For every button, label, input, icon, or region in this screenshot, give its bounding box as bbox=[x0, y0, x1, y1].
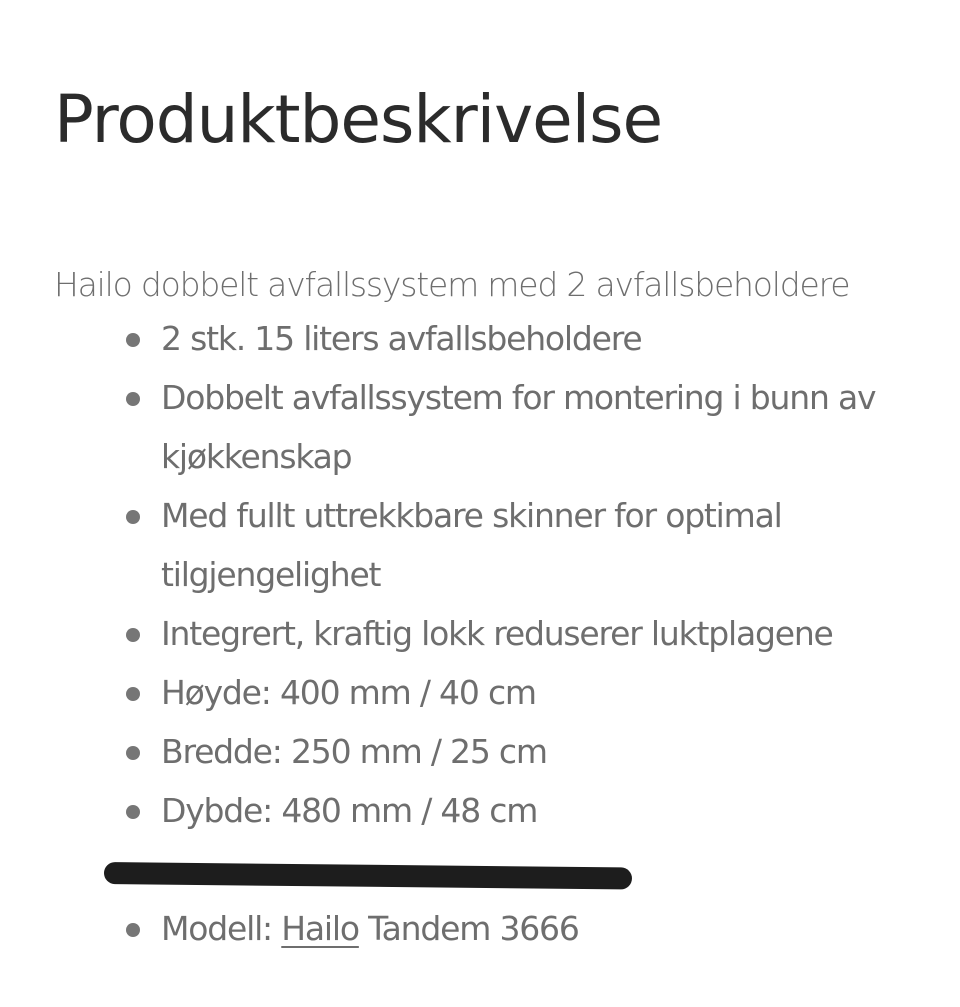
intro-text: Hailo dobbelt avfallssystem med 2 avfallsbeholdere bbox=[54, 265, 850, 304]
page-title: Produktbeskrivelse bbox=[54, 81, 663, 158]
bullet-icon bbox=[126, 687, 140, 701]
feature-text: Med fullt uttrekkbare skinner for optimal tilgjengelighet bbox=[161, 496, 782, 594]
feature-text: Høyde: 400 mm / 40 cm bbox=[161, 673, 536, 712]
model-label: Modell: bbox=[161, 909, 282, 948]
list-item bbox=[120, 486, 920, 604]
bullet-icon bbox=[126, 746, 140, 760]
bullet-icon bbox=[126, 923, 140, 937]
list-item bbox=[120, 663, 920, 722]
model-name: Tandem 3666 bbox=[358, 909, 579, 948]
bullet-icon bbox=[126, 392, 140, 406]
feature-text: Dobbelt avfallssystem for montering i bunn av kjøkkenskap bbox=[161, 378, 876, 476]
bullet-icon bbox=[126, 510, 140, 524]
list-item bbox=[120, 781, 920, 840]
feature-text: 2 stk. 15 liters avfallsbeholdere bbox=[161, 319, 642, 358]
list-item bbox=[120, 309, 920, 368]
bullet-icon bbox=[126, 333, 140, 347]
list-item bbox=[120, 368, 920, 486]
list-item bbox=[120, 604, 920, 663]
feature-text: Dybde: 480 mm / 48 cm bbox=[161, 791, 538, 830]
feature-text: Bredde: 250 mm / 25 cm bbox=[161, 732, 547, 771]
bullet-icon bbox=[126, 628, 140, 642]
feature-list bbox=[120, 309, 920, 958]
list-item-model bbox=[120, 899, 920, 958]
feature-text: Integrert, kraftig lokk reduserer luktplagene bbox=[161, 614, 833, 653]
bullet-icon bbox=[126, 805, 140, 819]
brand-link[interactable]: Hailo bbox=[281, 909, 359, 948]
list-item bbox=[120, 722, 920, 781]
